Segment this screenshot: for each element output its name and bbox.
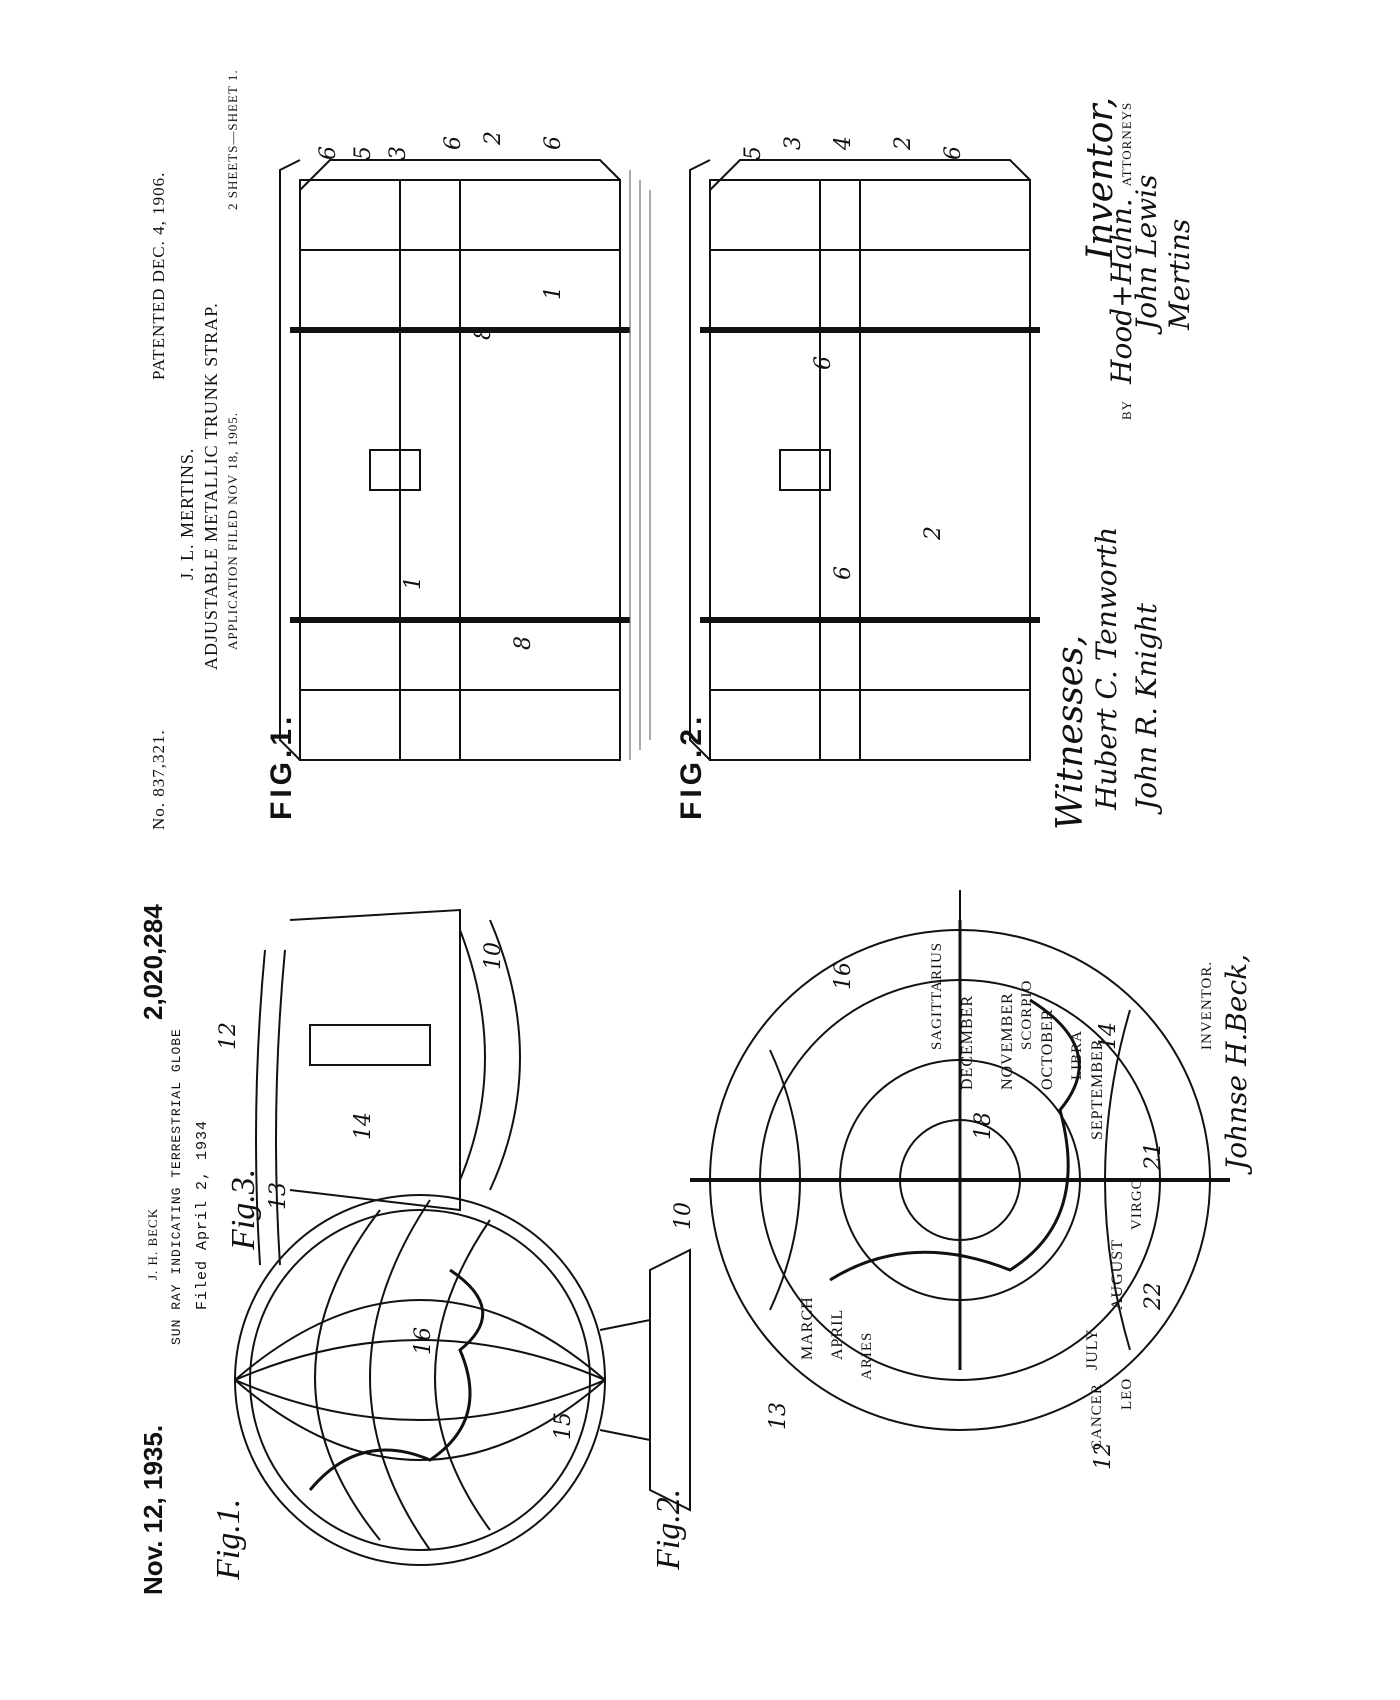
svg-text:10: 10 [481,942,506,970]
svg-text:12: 12 [216,1022,241,1050]
svg-text:6: 6 [441,136,466,150]
beck-by-label: BY [1119,399,1134,420]
mertins-fig1-label: FIG.1. [265,712,298,820]
rotated-sheet [130,70,1270,1610]
svg-text:3: 3 [386,146,411,160]
svg-text:6: 6 [941,146,966,160]
beck-sign-scorpio: SCORPIO [1019,979,1035,1050]
svg-text:3: 3 [781,136,806,150]
svg-text:1: 1 [401,576,426,590]
beck-fig1-label: Fig.1. [210,1498,247,1580]
svg-text:6: 6 [541,136,566,150]
svg-text:14: 14 [1096,1022,1121,1050]
svg-text:2: 2 [921,526,946,540]
mertins-patented: PATENTED DEC. 4, 1906. [149,171,168,380]
beck-month-july: JULY [1084,1328,1101,1370]
mertins-inventor-signature: John Lewis Mertins [1130,174,1196,330]
beck-sign-leo: LEO [1119,1377,1135,1410]
beck-attorneys-signature: Hood+Hahn. [1105,198,1138,384]
beck-fig3-label: Fig.3. [225,1168,262,1250]
svg-text:1: 1 [541,286,566,300]
beck-inventor-short: J. H. BECK [145,1207,160,1280]
mertins-inventor: J. L. MERTINS. [177,447,197,580]
beck-title: SUN RAY INDICATING TERRESTRIAL GLOBE [169,1028,184,1345]
mertins-inventor-label: Inventor, [1080,96,1121,260]
svg-text:6: 6 [811,356,836,370]
mertins-sheets: 2 SHEETS—SHEET 1. [225,69,240,210]
mertins-title: ADJUSTABLE METALLIC TRUNK STRAP. [201,302,221,670]
svg-text:13: 13 [766,1402,791,1430]
svg-text:8: 8 [511,636,536,650]
beck-month-april: APRIL [829,1308,846,1360]
beck-sign-libra: LIBRA [1069,1030,1085,1080]
mertins-number: No. 837,321. [149,729,168,830]
svg-text:18: 18 [971,1112,996,1140]
beck-sign-sagittarius: SAGITTARIUS [929,941,945,1050]
beck-inventor-label: INVENTOR. [1199,960,1215,1050]
svg-text:13: 13 [266,1182,291,1210]
beck-sign-virgo: VIRGO [1129,1177,1145,1230]
svg-text:5: 5 [741,146,766,160]
svg-text:14: 14 [351,1112,376,1140]
beck-month-november: NOVEMBER [999,992,1016,1090]
mertins-witness-1: Hubert C. Tenworth [1090,526,1123,810]
svg-text:4: 4 [831,136,856,150]
mertins-fig2-label: FIG.2. [675,712,708,820]
beck-month-october: OCTOBER [1039,1008,1056,1090]
mertins-trunk-drawings [130,70,1270,1610]
svg-text:16: 16 [831,962,856,990]
beck-month-march: MARCH [799,1296,816,1360]
svg-text:2: 2 [481,131,506,145]
beck-month-december: DECEMBER [959,994,976,1090]
beck-attorney-anchor [1105,101,1138,421]
beck-attorneys-label: ATTORNEYS [1119,101,1134,187]
svg-text:21: 21 [1141,1142,1166,1170]
svg-text:2: 2 [891,136,916,150]
mertins-witness-2: John R. Knight [1130,602,1163,810]
beck-fig2-label: Fig.2. [650,1488,687,1570]
mertins-application: APPLICATION FILED NOV 18, 1905. [225,411,240,650]
svg-text:8: 8 [471,326,496,340]
svg-text:22: 22 [1141,1282,1166,1310]
mertins-witnesses-label: Witnesses, [1050,634,1091,830]
svg-text:15: 15 [551,1412,576,1440]
svg-text:6: 6 [316,146,341,160]
svg-text:5: 5 [351,146,376,160]
beck-sign-aries: ARIES [859,1331,875,1380]
beck-sign-cancer: CANCER [1089,1383,1105,1450]
svg-text:6: 6 [831,566,856,580]
beck-patent-number: 2,020,284 [138,904,168,1020]
beck-date: Nov. 12, 1935. [138,1424,168,1595]
svg-text:10: 10 [671,1202,696,1230]
beck-month-august: AUGUST [1109,1239,1126,1310]
svg-text:16: 16 [411,1327,436,1355]
beck-month-september: SEPTEMBER [1089,1038,1106,1140]
beck-inventor-signature: Johnse H.Beck, [1220,953,1253,1170]
svg-text:12: 12 [1091,1442,1116,1470]
beck-filed: Filed April 2, 1934 [194,1119,211,1310]
